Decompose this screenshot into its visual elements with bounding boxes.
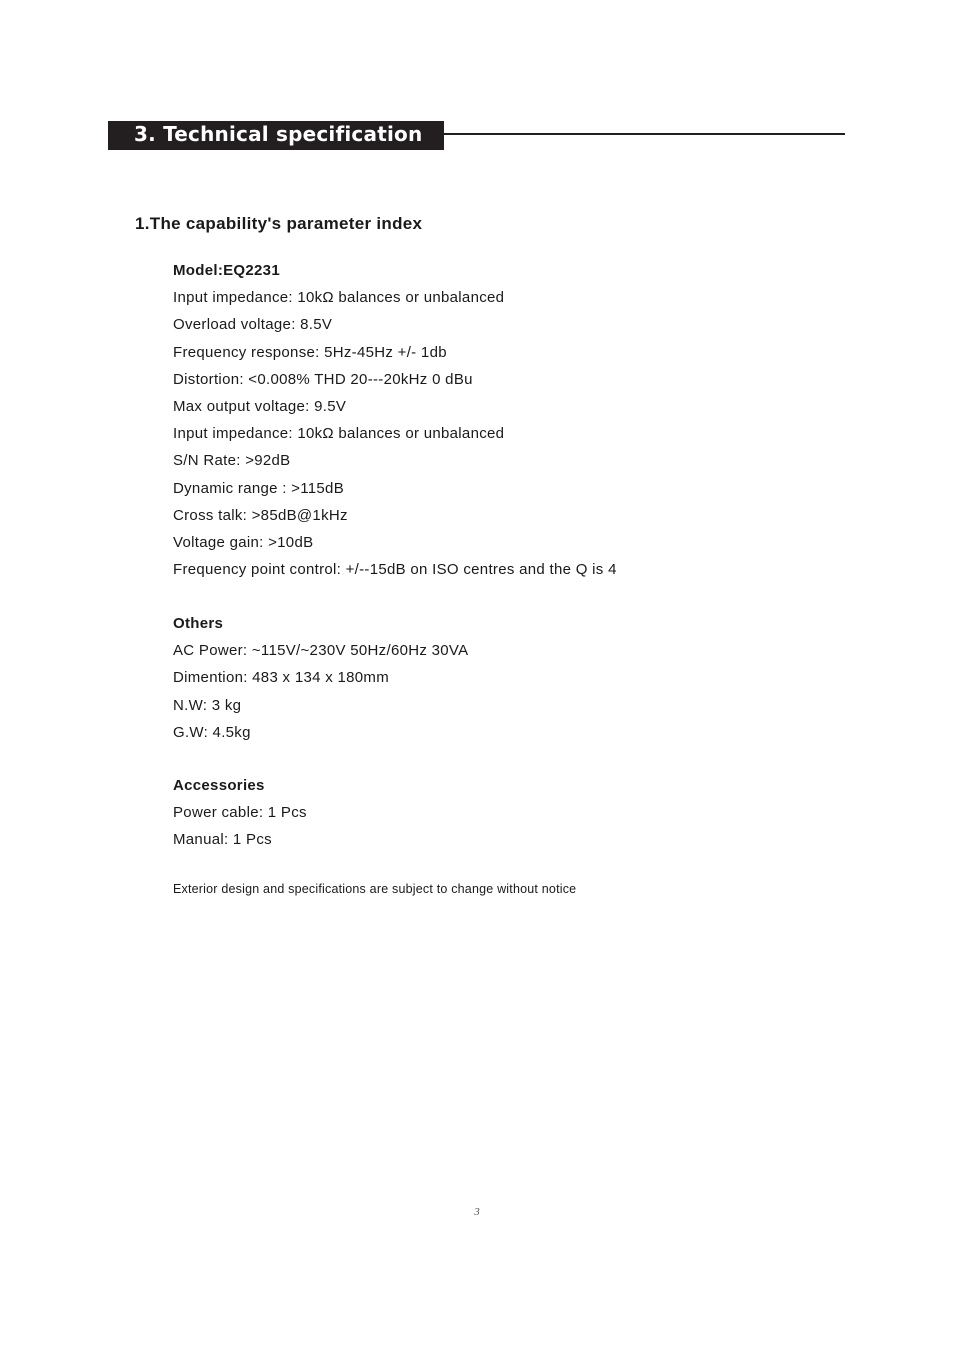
- spec-max-output-voltage: Max output voltage: 9.5V: [173, 397, 347, 415]
- spec-frequency-point-control: Frequency point control: +/--15dB on ISO centres and the Q is 4: [173, 561, 617, 579]
- section-header: [108, 121, 845, 150]
- accessory-power-cable: Power cable: 1 Pcs: [173, 804, 307, 822]
- spec-overload-voltage: Overload voltage: 8.5V: [173, 316, 333, 334]
- spec-cross-talk: Cross talk: >85dB@1kHz: [173, 506, 348, 524]
- model-spec-block: [173, 257, 853, 583]
- others-spec-block: [173, 610, 853, 746]
- page-number: 3: [474, 1206, 480, 1218]
- accessories-spec-block: [173, 772, 853, 854]
- spec-dimension: Dimention: 483 x 134 x 180mm: [173, 669, 390, 687]
- spec-sn-rate: S/N Rate: >92dB: [173, 452, 291, 470]
- accessory-manual: Manual: 1 Pcs: [173, 831, 272, 849]
- others-heading: Others: [173, 615, 224, 632]
- spec-input-impedance: Input impedance: 10kΩ balances or unbalanced: [173, 289, 505, 307]
- spec-ac-power: AC Power: ~115V/~230V 50Hz/60Hz 30VA: [173, 642, 469, 660]
- accessories-heading: Accessories: [173, 777, 265, 794]
- section-divider-line: [444, 133, 845, 135]
- spec-net-weight: N.W: 3 kg: [173, 696, 242, 714]
- spec-distortion: Distortion: <0.008% THD 20---20kHz 0 dBu: [173, 370, 473, 388]
- spec-voltage-gain: Voltage gain: >10dB: [173, 533, 314, 551]
- model-heading: Model:EQ2231: [173, 262, 280, 279]
- subsection-title: 1.The capability's parameter index: [135, 214, 423, 233]
- spec-dynamic-range: Dynamic range : >115dB: [173, 479, 344, 497]
- spec-frequency-response: Frequency response: 5Hz-45Hz +/- 1db: [173, 343, 447, 361]
- change-notice: Exterior design and specifications are subject to change without notice: [173, 882, 577, 896]
- section-title: 3. Technical specification: [108, 121, 444, 150]
- spec-gross-weight: G.W: 4.5kg: [173, 723, 251, 741]
- spec-input-impedance-2: Input impedance: 10kΩ balances or unbalanced: [173, 425, 505, 443]
